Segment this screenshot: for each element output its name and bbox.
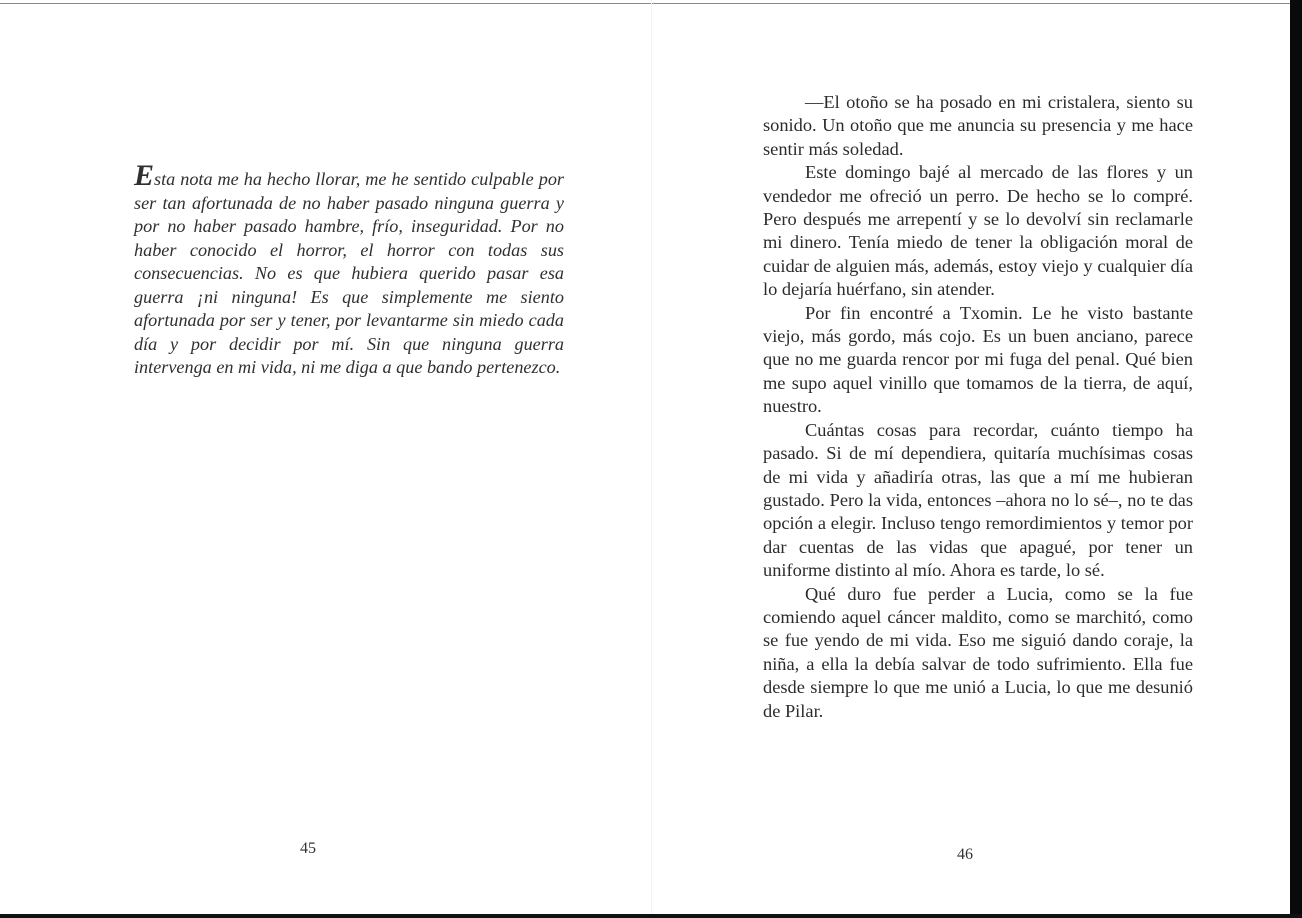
left-page xyxy=(0,4,651,914)
page-number-right: 46 xyxy=(957,846,973,863)
scan-right-border xyxy=(1290,0,1302,918)
body-text xyxy=(763,91,1193,723)
page-number-left: 45 xyxy=(300,840,316,857)
note-text: sta nota me ha hecho llorar, me he sentido culpable por ser tan afortunada de no haber pasado ninguna guerra y por no haber pasado hambre, frío, inseguridad. Por no haber conocido el horror, el horror con todas sus consecuencias. No es que hubiera querido pasar esa guerra ¡ni ninguna! Es que simplemente me siento afortunada por ser y tener, por levantarme sin miedo cada día y por decidir por mí. Sin que ninguna guerra intervenga en mi vida, ni me diga a que bando pertenezco. xyxy=(134,169,564,377)
paragraph: Este domingo bajé al mercado de las flores y un vendedor me ofreció un perro. De hecho se lo compré. Pero después me arrepentí y se lo devolví sin reclamarle mi dinero. Tenía miedo de tener la obligación moral de cuidar de alguien más, además, estoy viejo y cualquier día lo dejaría huérfano, sin atender. xyxy=(763,162,1193,300)
drop-cap: E xyxy=(134,159,155,192)
paragraph: Por fin encontré a Txomin. Le he visto bastante viejo, más gordo, más cojo. Es un buen anciano, parece que no me guarda rencor por mi fuga del penal. Qué bien me supo aquel vinillo que tomamos de la tierra, de aquí, nuestro. xyxy=(763,302,1193,417)
paragraph: Qué duro fue perder a Lucia, como se la fue comiendo aquel cáncer maldito, como se marchitó, como se fue yendo de mi vida. Eso me siguió dando coraje, la niña, a ella la debía salvar de todo sufrimiento. Ella fue desde siempre lo que me unió a Lucia, lo que me desunió de Pilar. xyxy=(763,583,1193,721)
paragraph: —El otoño se ha posado en mi cristalera, siento su sonido. Un otoño que me anuncia su presencia y me hace sentir más soledad. xyxy=(763,92,1193,159)
right-page xyxy=(651,4,1290,914)
scan-bottom-border xyxy=(0,914,1302,918)
italic-note xyxy=(134,159,564,380)
paragraph: Cuántas cosas para recordar, cuánto tiempo ha pasado. Si de mí dependiera, quitaría muchísimas cosas de mi vida y añadiría otras, las que a mí me hubieran gustado. Pero la vida, entonces –ahora no lo sé–, no te das opción a elegir. Incluso tengo remordimientos y temor por dar cuentas de las vidas que apagué, por tener un uniforme distinto al mío. Ahora es tarde, lo sé. xyxy=(763,419,1193,581)
